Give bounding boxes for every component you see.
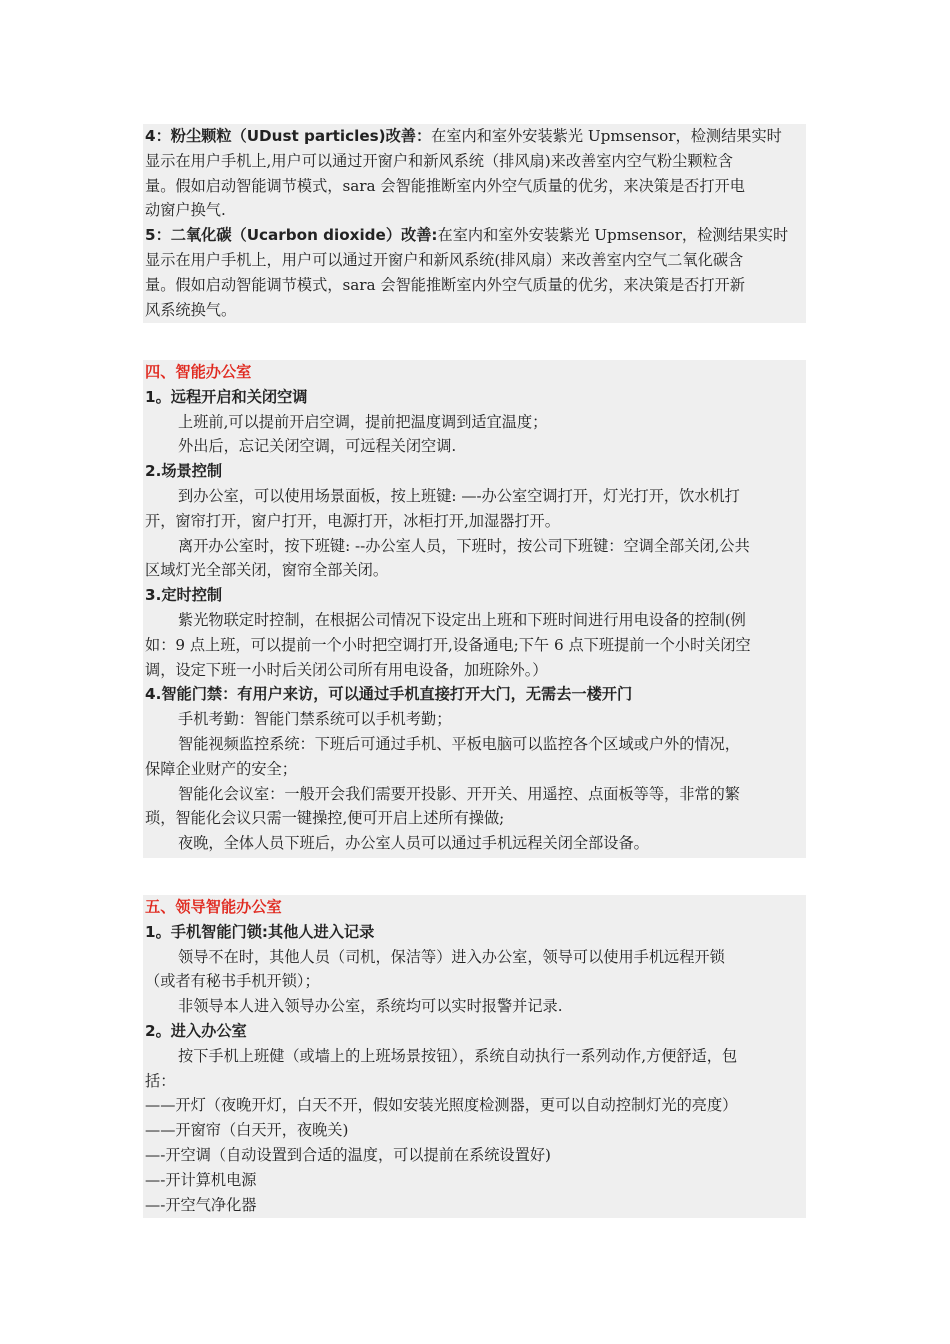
paragraph-line: 上班前,可以提前开启空调，提前把温度调到适宜温度； xyxy=(178,412,548,431)
paragraph-line: 风系统换气。 xyxy=(145,300,237,319)
item5-line xyxy=(145,223,804,248)
paragraph-line: 括： xyxy=(145,1071,176,1090)
item4-heading: 4：粉尘颗粒（UDust particles)改善： xyxy=(145,127,432,145)
paragraph-line: 离开办公室时，按下班键: --办公室人员，下班时，按公司下班键：空调全部关闭,公共 xyxy=(178,536,750,555)
list-item: ——开灯（夜晚开灯，白天不开，假如安装光照度检测器，更可以自动控制灯光的亮度） xyxy=(145,1096,738,1115)
paragraph-line: 到办公室，可以使用场景面板，按上班键: —-办公室空调打开，灯光打开，饮水机打 xyxy=(178,486,740,505)
paragraph-line: 智能化会议室：一般开会我们需要开投影、开开关、用遥控、点面板等等，非常的繁 xyxy=(178,784,740,803)
item4-line xyxy=(145,124,804,149)
paragraph-line: 按下手机上班健（或墙上的上班场景按钮），系统自动执行一系列动作,方便舒适，包 xyxy=(178,1046,738,1065)
section5-sub2-heading: 2。进入办公室 xyxy=(145,1021,247,1040)
section4-sub2-heading: 2.场景控制 xyxy=(145,462,223,481)
paragraph-line: 领导不在时，其他人员（司机，保洁等）进入办公室，领导可以使用手机远程开锁 xyxy=(178,947,725,966)
list-item: —-开空气净化器 xyxy=(145,1195,257,1214)
list-item: —-开计算机电源 xyxy=(145,1170,257,1189)
section4-title: 四、智能办公室 xyxy=(145,363,252,381)
paragraph-line: 智能视频监控系统：下班后可通过手机、平板电脑可以监控各个区域或户外的情况， xyxy=(178,734,740,753)
paragraph-line: 调，设定下班一小时后关闭公司所有用电设备，加班除外。） xyxy=(145,660,548,679)
paragraph-line: 如：9 点上班，可以提前一个小时把空调打开,设备通电;下午 6 点下班提前一个小时关闭空 xyxy=(145,635,751,654)
paragraph-line: 显示在用户手机上,用户可以通过开窗户和新风系统（排风扇)来改善室内空气粉尘颗粒含 xyxy=(145,151,733,170)
section4-sub4-heading: 4.智能门禁：有用户来访，可以通过手机直接打开大门，无需去一楼开门 xyxy=(145,685,633,704)
item5-text: 在室内和室外安装紫光 Upmsensor，检测结果实时 xyxy=(437,226,789,245)
paragraph-line: 非领导本人进入领导办公室，系统均可以实时报警并记录. xyxy=(178,997,563,1016)
paragraph-line: 琐，智能化会议只需一键操控,便可开启上述所有操做; xyxy=(145,809,505,828)
paragraph-line: 区域灯光全部关闭，窗帘全部关闭。 xyxy=(145,561,388,580)
list-item: ——开窗帘（白天开，夜晚关) xyxy=(145,1121,349,1140)
leader-office-block xyxy=(143,895,806,1218)
smart-office-block xyxy=(143,360,806,858)
section5-sub1-heading: 1。手机智能门锁:其他人进入记录 xyxy=(145,922,375,941)
section5-title: 五、领导智能办公室 xyxy=(145,898,282,916)
air-quality-block xyxy=(143,124,806,323)
paragraph-line: 紫光物联定时控制，在根据公司情况下设定出上班和下班时间进行用电设备的控制(例 xyxy=(178,610,746,629)
paragraph-line: 夜晚，全体人员下班后，办公室人员可以通过手机远程关闭全部设备。 xyxy=(178,834,649,853)
paragraph-line: 开，窗帘打开，窗户打开，电源打开，冰柜打开,加湿器打开。 xyxy=(145,511,560,530)
list-item: —-开空调（自动设置到合适的温度，可以提前在系统设置好) xyxy=(145,1145,551,1164)
paragraph-line: 量。假如启动智能调节模式，sara 会智能推断室内外空气质量的优劣，来决策是否打开电 xyxy=(145,176,745,195)
paragraph-line: 保障企业财产的安全； xyxy=(145,759,297,778)
paragraph-line: 量。假如启动智能调节模式，sara 会智能推断室内外空气质量的优劣，来决策是否打开新 xyxy=(145,275,745,294)
section4-sub3-heading: 3.定时控制 xyxy=(145,586,223,605)
paragraph-line: 手机考勤：智能门禁系统可以手机考勤； xyxy=(178,710,452,729)
paragraph-line: 显示在用户手机上，用户可以通过开窗户和新风系统(排风扇）来改善室内空气二氧化碳含 xyxy=(145,250,744,269)
item4-text: 在室内和室外安装紫光 Upmsensor，检测结果实时 xyxy=(431,127,782,145)
paragraph-line: （或者有秘书手机开锁）； xyxy=(145,972,320,991)
item5-heading: 5：二氧化碳（Ucarbon dioxide）改善: xyxy=(145,226,438,245)
section4-sub1-heading: 1。远程开启和关闭空调 xyxy=(145,387,308,406)
paragraph-line: 外出后，忘记关闭空调，可远程关闭空调. xyxy=(178,437,457,456)
paragraph-line: 动窗户换气. xyxy=(145,201,226,220)
